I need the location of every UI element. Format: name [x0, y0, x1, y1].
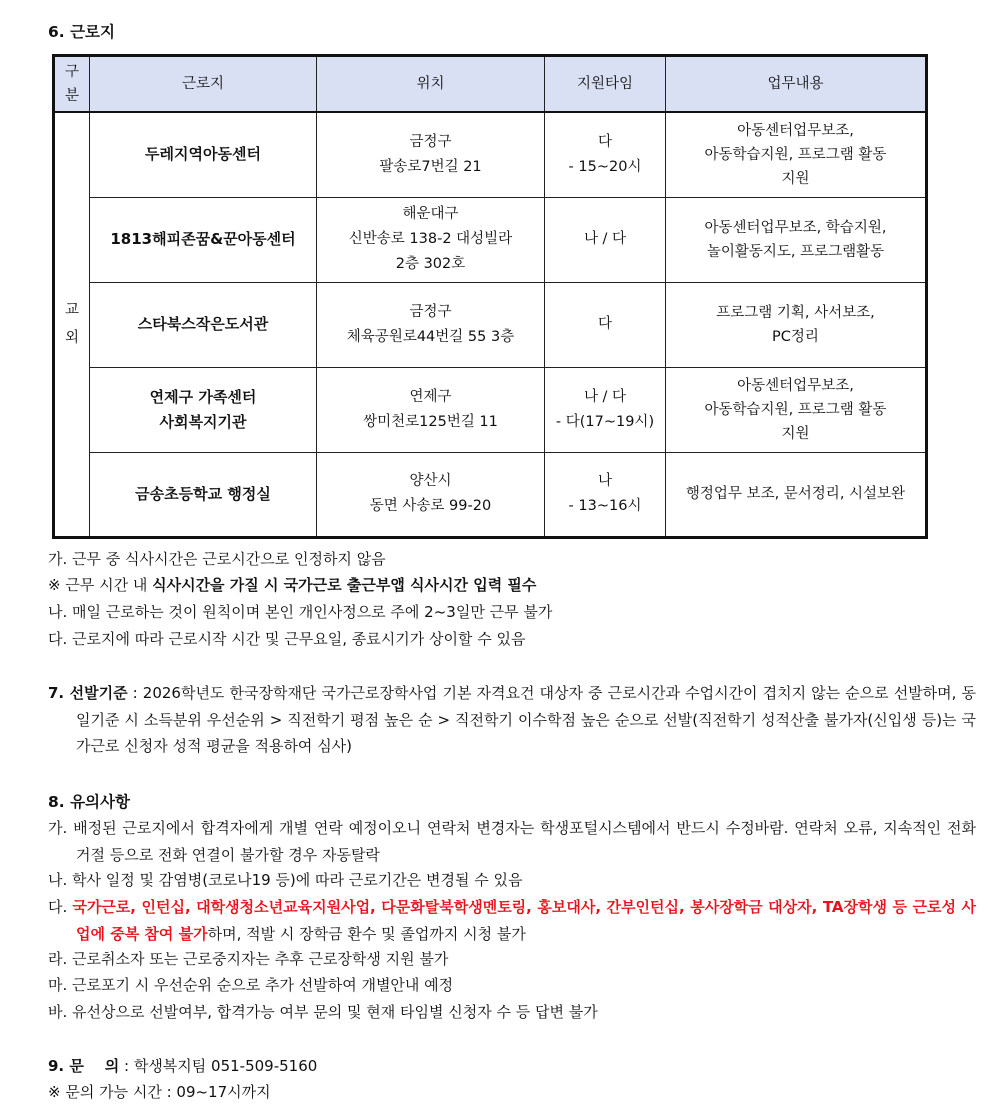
section8-ga: 가. 배정된 근로지에서 합격자에게 개별 연락 예정이오니 연락처 변경자는 학생포털시스템에서 반드시 수정바람. 연락처 오류, 지속적인 전화 거절 등으로 전화 연결이 불가할 경우 자동탈락 [48, 819, 976, 864]
type-cell: 나 - 13~16시 [545, 452, 666, 537]
place-cell: 금송초등학교 행정실 [90, 452, 317, 537]
section8-na: 나. 학사 일정 및 감염병(코로나19 등)에 따라 근로기간은 변경될 수 있음 [48, 871, 523, 889]
section7-paragraph: 7. 선발기준 : 2026학년도 한국장학재단 국가근로장학사업 기본 자격요건 대상자 중 근로시간과 수업시간이 겹치지 않는 순으로 선발하며, 동일기준 시 소득분위 우선순위 > 직전학기 평점 높은 순 > 직전학기 이수학점 높은 순으로 선발(직전학기 성적산출 불가자(신입생 등)는 국가근로 신청자 성적 평균을 적용하여 심사) [48, 684, 976, 755]
table-row [54, 452, 927, 537]
header-location: 위치 [317, 56, 545, 113]
section9-line: 9. 문 의 : 학생복지팀 051-509-5160 [48, 1057, 318, 1075]
worksite-table [52, 54, 928, 539]
place-cell: 1813해피존꿈&꾼아동센터 [90, 197, 317, 282]
table-header-row [54, 56, 927, 113]
note-ga: 가. 근무 중 식사시간은 근로시간으로 인정하지 않음 [48, 550, 386, 568]
header-task: 업무내용 [666, 56, 927, 113]
location-cell: 양산시 동면 사송로 99-20 [317, 452, 545, 537]
table-row [54, 282, 927, 367]
table-row [54, 367, 927, 452]
section8-da: 다. 국가근로, 인턴십, 대학생청소년교육지원사업, 다문화탈북학생멘토링, 홍보대사, 간부인턴십, 봉사장학금 대상자, TA장학생 등 근로성 사업에 중복 참여 불가하며, 적발 시 장학금 환수 및 졸업까지 시청 불가 [48, 898, 976, 943]
section8-ba: 바. 유선상으로 선발여부, 합격가능 여부 문의 및 현재 타임별 신청자 수 등 답변 불가 [48, 1003, 598, 1021]
type-cell: 다 [545, 282, 666, 367]
table-row [54, 112, 927, 197]
place-cell: 스타북스작은도서관 [90, 282, 317, 367]
note-da: 다. 근로지에 따라 근로시작 시간 및 근무요일, 종료시기가 상이할 수 있음 [48, 630, 526, 648]
section6-title: 6. 근로지 [48, 23, 115, 41]
section9-note: ※ 문의 가능 시간 : 09~17시까지 [48, 1083, 271, 1101]
location-cell: 해운대구 신반송로 138-2 대성빌라 2층 302호 [317, 197, 545, 282]
section7-title: 7. 선발기준 [48, 684, 128, 702]
header-gubun: 구 분 [54, 56, 90, 113]
task-cell: 아동센터업무보조, 학습지원, 놀이활동지도, 프로그램활동 [666, 197, 927, 282]
place-cell: 두레지역아동센터 [90, 112, 317, 197]
task-cell: 행정업무 보조, 문서정리, 시설보완 [666, 452, 927, 537]
note-na: 나. 매일 근로하는 것이 원칙이며 본인 개인사정으로 주에 2~3일만 근무 불가 [48, 603, 553, 621]
header-place: 근로지 [90, 56, 317, 113]
table-row [54, 197, 927, 282]
location-cell: 연제구 쌍미천로125번길 11 [317, 367, 545, 452]
location-cell: 금정구 팔송로7번길 21 [317, 112, 545, 197]
section8-ma: 마. 근로포기 시 우선순위 순으로 추가 선발하여 개별안내 예정 [48, 976, 454, 994]
type-cell: 나 / 다 [545, 197, 666, 282]
type-cell: 다 - 15~20시 [545, 112, 666, 197]
section9-title: 9. 문 의 [48, 1057, 120, 1075]
task-cell: 아동센터업무보조, 아동학습지원, 프로그램 활동 지원 [666, 112, 927, 197]
location-cell: 금정구 체육공원로44번길 55 3층 [317, 282, 545, 367]
section8-title: 8. 유의사항 [48, 793, 130, 811]
place-cell: 연제구 가족센터 사회복지기관 [90, 367, 317, 452]
task-cell: 아동센터업무보조, 아동학습지원, 프로그램 활동 지원 [666, 367, 927, 452]
group-label: 교 외 [54, 112, 90, 537]
task-cell: 프로그램 기획, 사서보조, PC정리 [666, 282, 927, 367]
type-cell: 나 / 다 - 다(17~19시) [545, 367, 666, 452]
section8-ra: 라. 근로취소자 또는 근로중지자는 추후 근로장학생 지원 불가 [48, 950, 449, 968]
header-type: 지원타임 [545, 56, 666, 113]
note-star: ※ 근무 시간 내 식사시간을 가질 시 국가근로 출근부앱 식사시간 입력 필수 [48, 576, 537, 594]
